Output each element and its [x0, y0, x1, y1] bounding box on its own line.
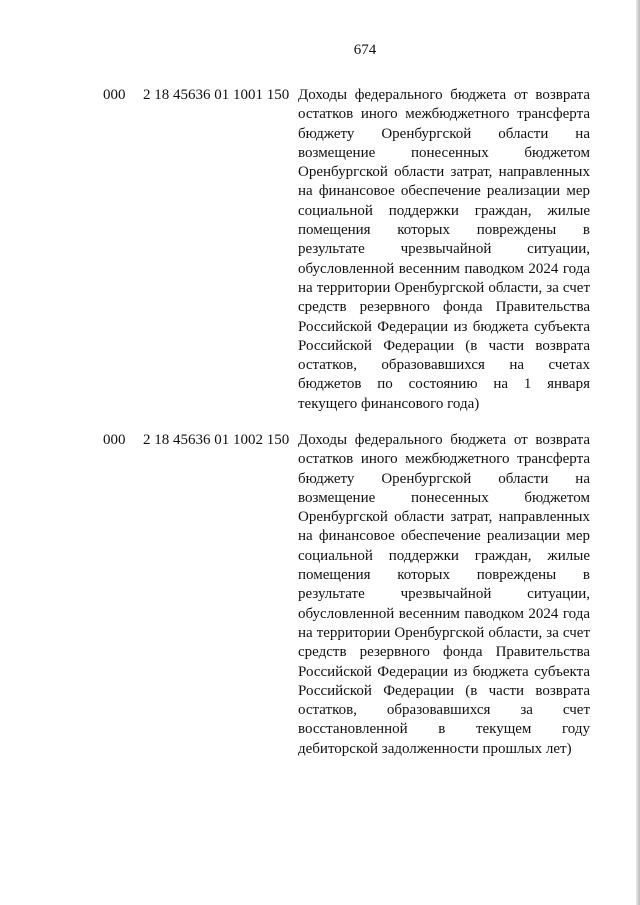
budget-classification-code: 2 18 45636 01 1001 150 — [143, 87, 290, 103]
budget-classification-code: 2 18 45636 01 1002 150 — [143, 432, 290, 448]
page-number: 674 — [353, 42, 377, 58]
scan-edge-shadow — [636, 0, 640, 905]
income-description: Доходы федерального бюджета от возврата остатков иного межбюджетного трансферта бюджету Оренбургской области на возмещение понесенных бюджетом Оренбургской области затрат, направленных на финансовое обеспечение реализации мер социальной поддержки граждан, жилые помещения которых повреждены в результате чрезвычайной ситуации, обусловленной весенним паводком 2024 года на территории Оренбургской области, за счет средств резервного фонда Правительства Российской Федерации из бюджета субъекта Российской Федерации (в части возврата остатков, образовавшихся на счетах бюджетов по состоянию на 1 января текущего финансового года) — [298, 87, 590, 412]
income-description: Доходы федерального бюджета от возврата остатков иного межбюджетного трансферта бюджету Оренбургской области на возмещение понесенных бюджетом Оренбургской области затрат, направленных на финансовое обеспечение реализации мер социальной поддержки граждан, жилые помещения которых повреждены в результате чрезвычайной ситуации, обусловленной весенним паводком 2024 года на территории Оренбургской области, за счет средств резервного фонда Правительства Российской Федерации из бюджета субъекта Российской Федерации (в части возврата остатков, образовавшихся за счет восстановленной в текущем году дебиторской задолженности прошлых лет) — [298, 432, 590, 757]
administrator-code: 000 — [103, 432, 126, 448]
administrator-code: 000 — [103, 87, 126, 103]
